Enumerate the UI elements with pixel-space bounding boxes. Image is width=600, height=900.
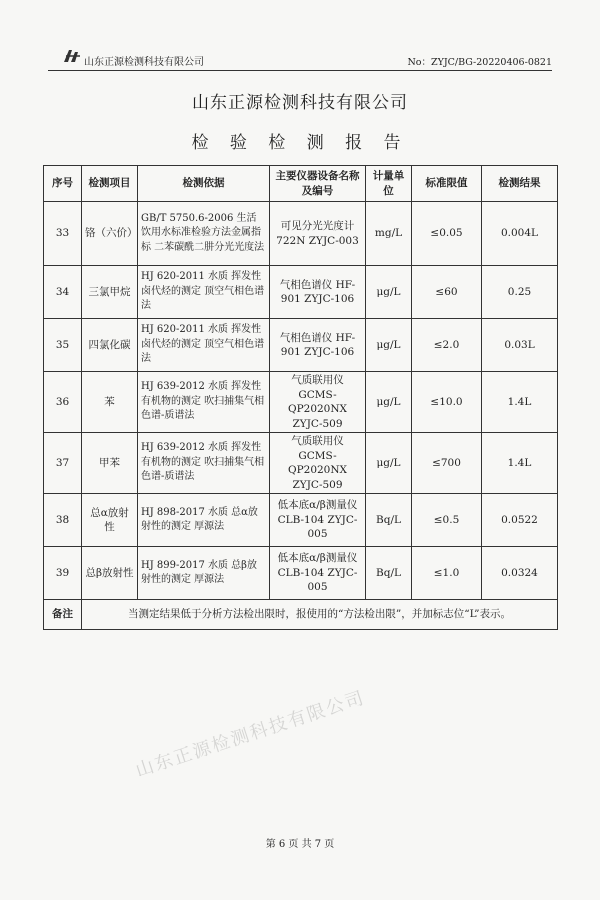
test-basis: HJ 639-2012 水质 挥发性有机物的测定 吹扫捕集气相色谱-质谱法: [138, 433, 270, 494]
row-number: 37: [44, 433, 82, 494]
test-item: 三氯甲烷: [82, 266, 138, 319]
equipment: 气质联用仪 GCMS-QP2020NX ZYJC-509: [270, 433, 366, 494]
row-number: 35: [44, 319, 82, 372]
faded-stamp: 山东正源检测科技有限公司: [133, 687, 368, 782]
limit: ≤10.0: [412, 372, 482, 433]
result: 0.0522: [482, 494, 558, 547]
table-row: [44, 372, 558, 433]
table-row: [44, 319, 558, 372]
limit: ≤0.05: [412, 202, 482, 266]
limit: ≤1.0: [412, 547, 482, 600]
page-header: [48, 48, 552, 71]
result: 0.0324: [482, 547, 558, 600]
test-item: 苯: [82, 372, 138, 433]
result: 0.03L: [482, 319, 558, 372]
test-basis: HJ 620-2011 水质 挥发性卤代烃的测定 顶空气相色谱法: [138, 266, 270, 319]
col-header: 序号: [44, 166, 82, 202]
test-item: 甲苯: [82, 433, 138, 494]
page-footer: 第 6 页 共 7 页: [265, 839, 335, 850]
test-basis: HJ 620-2011 水质 挥发性卤代烃的测定 顶空气相色谱法: [138, 319, 270, 372]
row-number: 39: [44, 547, 82, 600]
equipment: 气质联用仪 GCMS-QP2020NX ZYJC-509: [270, 372, 366, 433]
row-number: 36: [44, 372, 82, 433]
table-row: [44, 266, 558, 319]
table-row: [44, 433, 558, 494]
test-item: 铬（六价）: [82, 202, 138, 266]
unit: mg/L: [366, 202, 412, 266]
unit: μg/L: [366, 433, 412, 494]
limit: ≤0.5: [412, 494, 482, 547]
results-table: [43, 165, 558, 630]
unit: Bq/L: [366, 547, 412, 600]
limit: ≤60: [412, 266, 482, 319]
note-label: 备注: [44, 600, 82, 630]
report-number: No：ZYJC/BG-20220406-0821: [407, 57, 552, 68]
test-basis: GB/T 5750.6-2006 生活饮用水标准检验方法金属指标 二苯碳酰二肼分光光度法: [138, 202, 270, 266]
report-title: 检 验 检 测 报 告: [191, 133, 409, 153]
test-item: 四氯化碳: [82, 319, 138, 372]
equipment: 气相色谱仪 HF-901 ZYJC-106: [270, 319, 366, 372]
result: 1.4L: [482, 372, 558, 433]
unit: μg/L: [366, 266, 412, 319]
result: 0.004L: [482, 202, 558, 266]
company-title: 山东正源检测科技有限公司: [192, 93, 408, 113]
row-number: 33: [44, 202, 82, 266]
col-header: 主要仪器设备名称及编号: [270, 166, 366, 202]
row-number: 38: [44, 494, 82, 547]
unit: μg/L: [366, 372, 412, 433]
test-item: 总β放射性: [82, 547, 138, 600]
col-header: 检测结果: [482, 166, 558, 202]
col-header: 检测项目: [82, 166, 138, 202]
result: 0.25: [482, 266, 558, 319]
limit: ≤700: [412, 433, 482, 494]
note-row: [44, 600, 558, 630]
test-basis: HJ 639-2012 水质 挥发性有机物的测定 吹扫捕集气相色谱-质谱法: [138, 372, 270, 433]
col-header: 计量单位: [366, 166, 412, 202]
table-row: [44, 547, 558, 600]
table-row: [44, 202, 558, 266]
col-header: 标准限值: [412, 166, 482, 202]
company-logo-icon: [62, 48, 82, 64]
equipment: 低本底α/β测量仪 CLB-104 ZYJC-005: [270, 494, 366, 547]
unit: μg/L: [366, 319, 412, 372]
test-item: 总α放射性: [82, 494, 138, 547]
equipment: 可见分光光度计 722N ZYJC-003: [270, 202, 366, 266]
unit: Bq/L: [366, 494, 412, 547]
test-basis: HJ 899-2017 水质 总β放射性的测定 厚源法: [138, 547, 270, 600]
table-row: [44, 494, 558, 547]
header-company-name: 山东正源检测科技有限公司: [84, 57, 204, 68]
limit: ≤2.0: [412, 319, 482, 372]
equipment: 低本底α/β测量仪 CLB-104 ZYJC-005: [270, 547, 366, 600]
test-basis: HJ 898-2017 水质 总α放射性的测定 厚源法: [138, 494, 270, 547]
col-header: 检测依据: [138, 166, 270, 202]
note-text: 当测定结果低于分析方法检出限时，报使用的“方法检出限”，并加标志位“L”表示。: [82, 600, 558, 630]
result: 1.4L: [482, 433, 558, 494]
table-header-row: [44, 166, 558, 202]
equipment: 气相色谱仪 HF-901 ZYJC-106: [270, 266, 366, 319]
row-number: 34: [44, 266, 82, 319]
